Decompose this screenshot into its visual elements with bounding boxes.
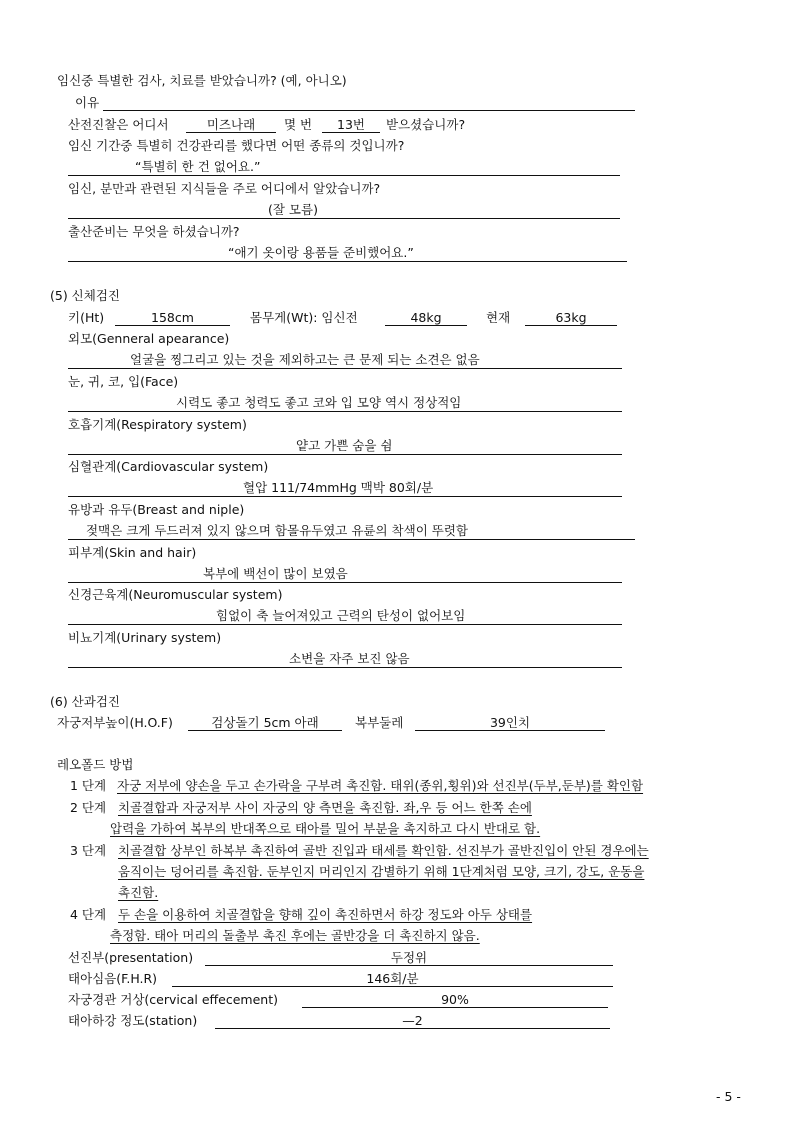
q2-count: 13번 — [337, 117, 365, 132]
q4-question: 임신, 분만과 관련된 지식들을 주로 어디에서 알았습니까? — [68, 181, 381, 196]
q2-post: 받으셨습니까? — [386, 117, 466, 132]
abd-value: 39인치 — [489, 715, 531, 730]
breast-label: 유방과 유두(Breast and niple) — [68, 502, 245, 517]
q2-place: 미즈나래 — [206, 117, 256, 132]
leopold-step2-line1: 치골결합과 자궁저부 사이 자궁의 양 측면을 촉진함. 좌,우 등 어느 한쪽 손에 — [118, 800, 532, 815]
height-line — [115, 325, 230, 326]
weight-before-line — [385, 325, 467, 326]
hof-value: 검상돌기 5cm 아래 — [211, 715, 319, 730]
leopold-step1-num: 1 단계 — [70, 778, 107, 793]
height-label: 키(Ht) — [68, 310, 105, 325]
urinary-value: 소변을 자주 보진 않음 — [289, 651, 410, 666]
leopold-step3-line1: 치골결합 상부인 하복부 촉진하여 골반 진입과 태세를 확인함. 선진부가 골반진입이 안된 경우에는 — [118, 843, 649, 858]
leopold-heading: 레오폴드 방법 — [57, 757, 134, 772]
urinary-label: 비뇨기계(Urinary system) — [68, 630, 222, 645]
fhr-label: 태아심음(F.H.R) — [68, 971, 158, 986]
appearance-label: 외모(Genneral apearance) — [68, 331, 230, 346]
q2-place-line — [186, 132, 276, 133]
face-value: 시력도 좋고 청력도 좋고 코와 입 모양 역시 정상적임 — [176, 395, 462, 410]
face-line — [68, 411, 622, 412]
abd-line — [415, 730, 605, 731]
respiratory-value: 얕고 가쁜 숨을 쉼 — [296, 438, 393, 453]
leopold-step3-num: 3 단계 — [70, 843, 107, 858]
presentation-line — [205, 965, 613, 966]
leopold-step3-line3: 촉진함. — [118, 885, 159, 900]
respiratory-label: 호흡기계(Respiratory system) — [68, 417, 247, 432]
hof-line — [188, 730, 342, 731]
skin-line — [68, 582, 622, 583]
leopold-step2-num: 2 단계 — [70, 800, 107, 815]
q5-question: 출산준비는 무엇을 하셨습니까? — [68, 224, 240, 239]
cervical-label: 자궁경관 거상(cervical effecement) — [68, 992, 278, 1007]
presentation-value: 두정위 — [390, 950, 428, 965]
reason-line — [103, 110, 635, 111]
q3-answer: “특별히 한 건 없어요.” — [135, 159, 261, 174]
weight-before-value: 48kg — [410, 310, 442, 325]
cardiovascular-line — [68, 496, 622, 497]
station-line — [215, 1028, 610, 1029]
leopold-step3-line2: 움직이는 덩어리를 촉진함. 둔부인지 머리인지 감별하기 위해 1단계처럼 모양, 크기, 강도, 운동을 — [118, 864, 645, 879]
physical-heading: (5) 신체검진 — [50, 288, 120, 303]
cardiovascular-value: 혈압 111/74mmHg 맥박 80회/분 — [243, 480, 434, 495]
presentation-label: 선진부(presentation) — [68, 950, 194, 965]
leopold-step4-line2: 측정함. 태아 머리의 돌출부 촉진 후에는 골반강을 더 촉진하지 않음. — [110, 928, 480, 943]
q4-answer: (잘 모름) — [268, 202, 318, 217]
weight-label: 몸무게(Wt): 임신전 — [250, 310, 358, 325]
obstetric-heading: (6) 산과검진 — [50, 694, 120, 709]
q2-mid: 몇 번 — [284, 117, 313, 132]
abd-label: 복부둘레 — [355, 715, 404, 730]
face-label: 눈, 귀, 코, 입(Face) — [68, 374, 179, 389]
breast-value: 젖맥은 크게 두드러져 있지 않으며 함몰유두였고 유륜의 착색이 뚜렷함 — [86, 523, 468, 538]
appearance-line — [68, 368, 622, 369]
reason-label: 이유 — [75, 95, 100, 110]
station-value: —2 — [402, 1013, 423, 1028]
q3-question: 임신 기간중 특별히 건강관리를 했다면 어떤 종류의 것입니까? — [68, 138, 405, 153]
respiratory-line — [68, 454, 622, 455]
q5-line — [68, 261, 627, 262]
fhr-line — [172, 986, 613, 987]
height-value: 158cm — [151, 310, 194, 325]
hof-label: 자궁저부높이(H.O.F) — [57, 715, 173, 730]
page-number: - 5 - — [716, 1089, 741, 1104]
neuromuscular-line — [68, 624, 622, 625]
urinary-line — [68, 667, 622, 668]
q5-answer: “애기 옷이랑 용품들 준비했어요.” — [228, 245, 414, 260]
neuromuscular-label: 신경근육계(Neuromuscular system) — [68, 587, 283, 602]
appearance-value: 얼굴을 찡그리고 있는 것을 제외하고는 큰 문제 되는 소견은 없음 — [130, 352, 480, 367]
q1-question: 임신중 특별한 검사, 치료를 받았습니까? (예, 아니오) — [57, 73, 347, 88]
weight-current-label: 현재 — [486, 310, 511, 325]
skin-value: 복부에 백선이 많이 보였음 — [203, 566, 348, 581]
breast-line — [68, 539, 635, 540]
q2-pre: 산전진찰은 어디서 — [68, 117, 169, 132]
q2-count-line — [322, 132, 380, 133]
q3-line — [68, 175, 620, 176]
cervical-value: 90% — [441, 992, 469, 1007]
fhr-value: 146회/분 — [366, 971, 419, 986]
leopold-step1-text: 자궁 저부에 양손을 두고 손가락을 구부려 촉진함. 태위(종위,횡위)와 선진부(두부,둔부)를 확인함 — [117, 778, 644, 793]
cervical-line — [302, 1007, 608, 1008]
weight-current-value: 63kg — [555, 310, 587, 325]
leopold-step4-line1: 두 손을 이용하여 치골결합을 향해 깊이 촉진하면서 하강 정도와 아두 상태를 — [118, 907, 533, 922]
leopold-step4-num: 4 단계 — [70, 907, 107, 922]
weight-current-line — [525, 325, 617, 326]
cardiovascular-label: 심혈관계(Cardiovascular system) — [68, 459, 269, 474]
q4-line — [68, 218, 620, 219]
leopold-step2-line2: 압력을 가하여 복부의 반대쪽으로 태아를 밀어 부분을 촉지하고 다시 반대로 함. — [110, 821, 541, 836]
skin-label: 피부계(Skin and hair) — [68, 545, 197, 560]
neuromuscular-value: 힘없이 축 늘어져있고 근력의 탄성이 없어보임 — [216, 608, 466, 623]
station-label: 태아하강 정도(station) — [68, 1013, 198, 1028]
